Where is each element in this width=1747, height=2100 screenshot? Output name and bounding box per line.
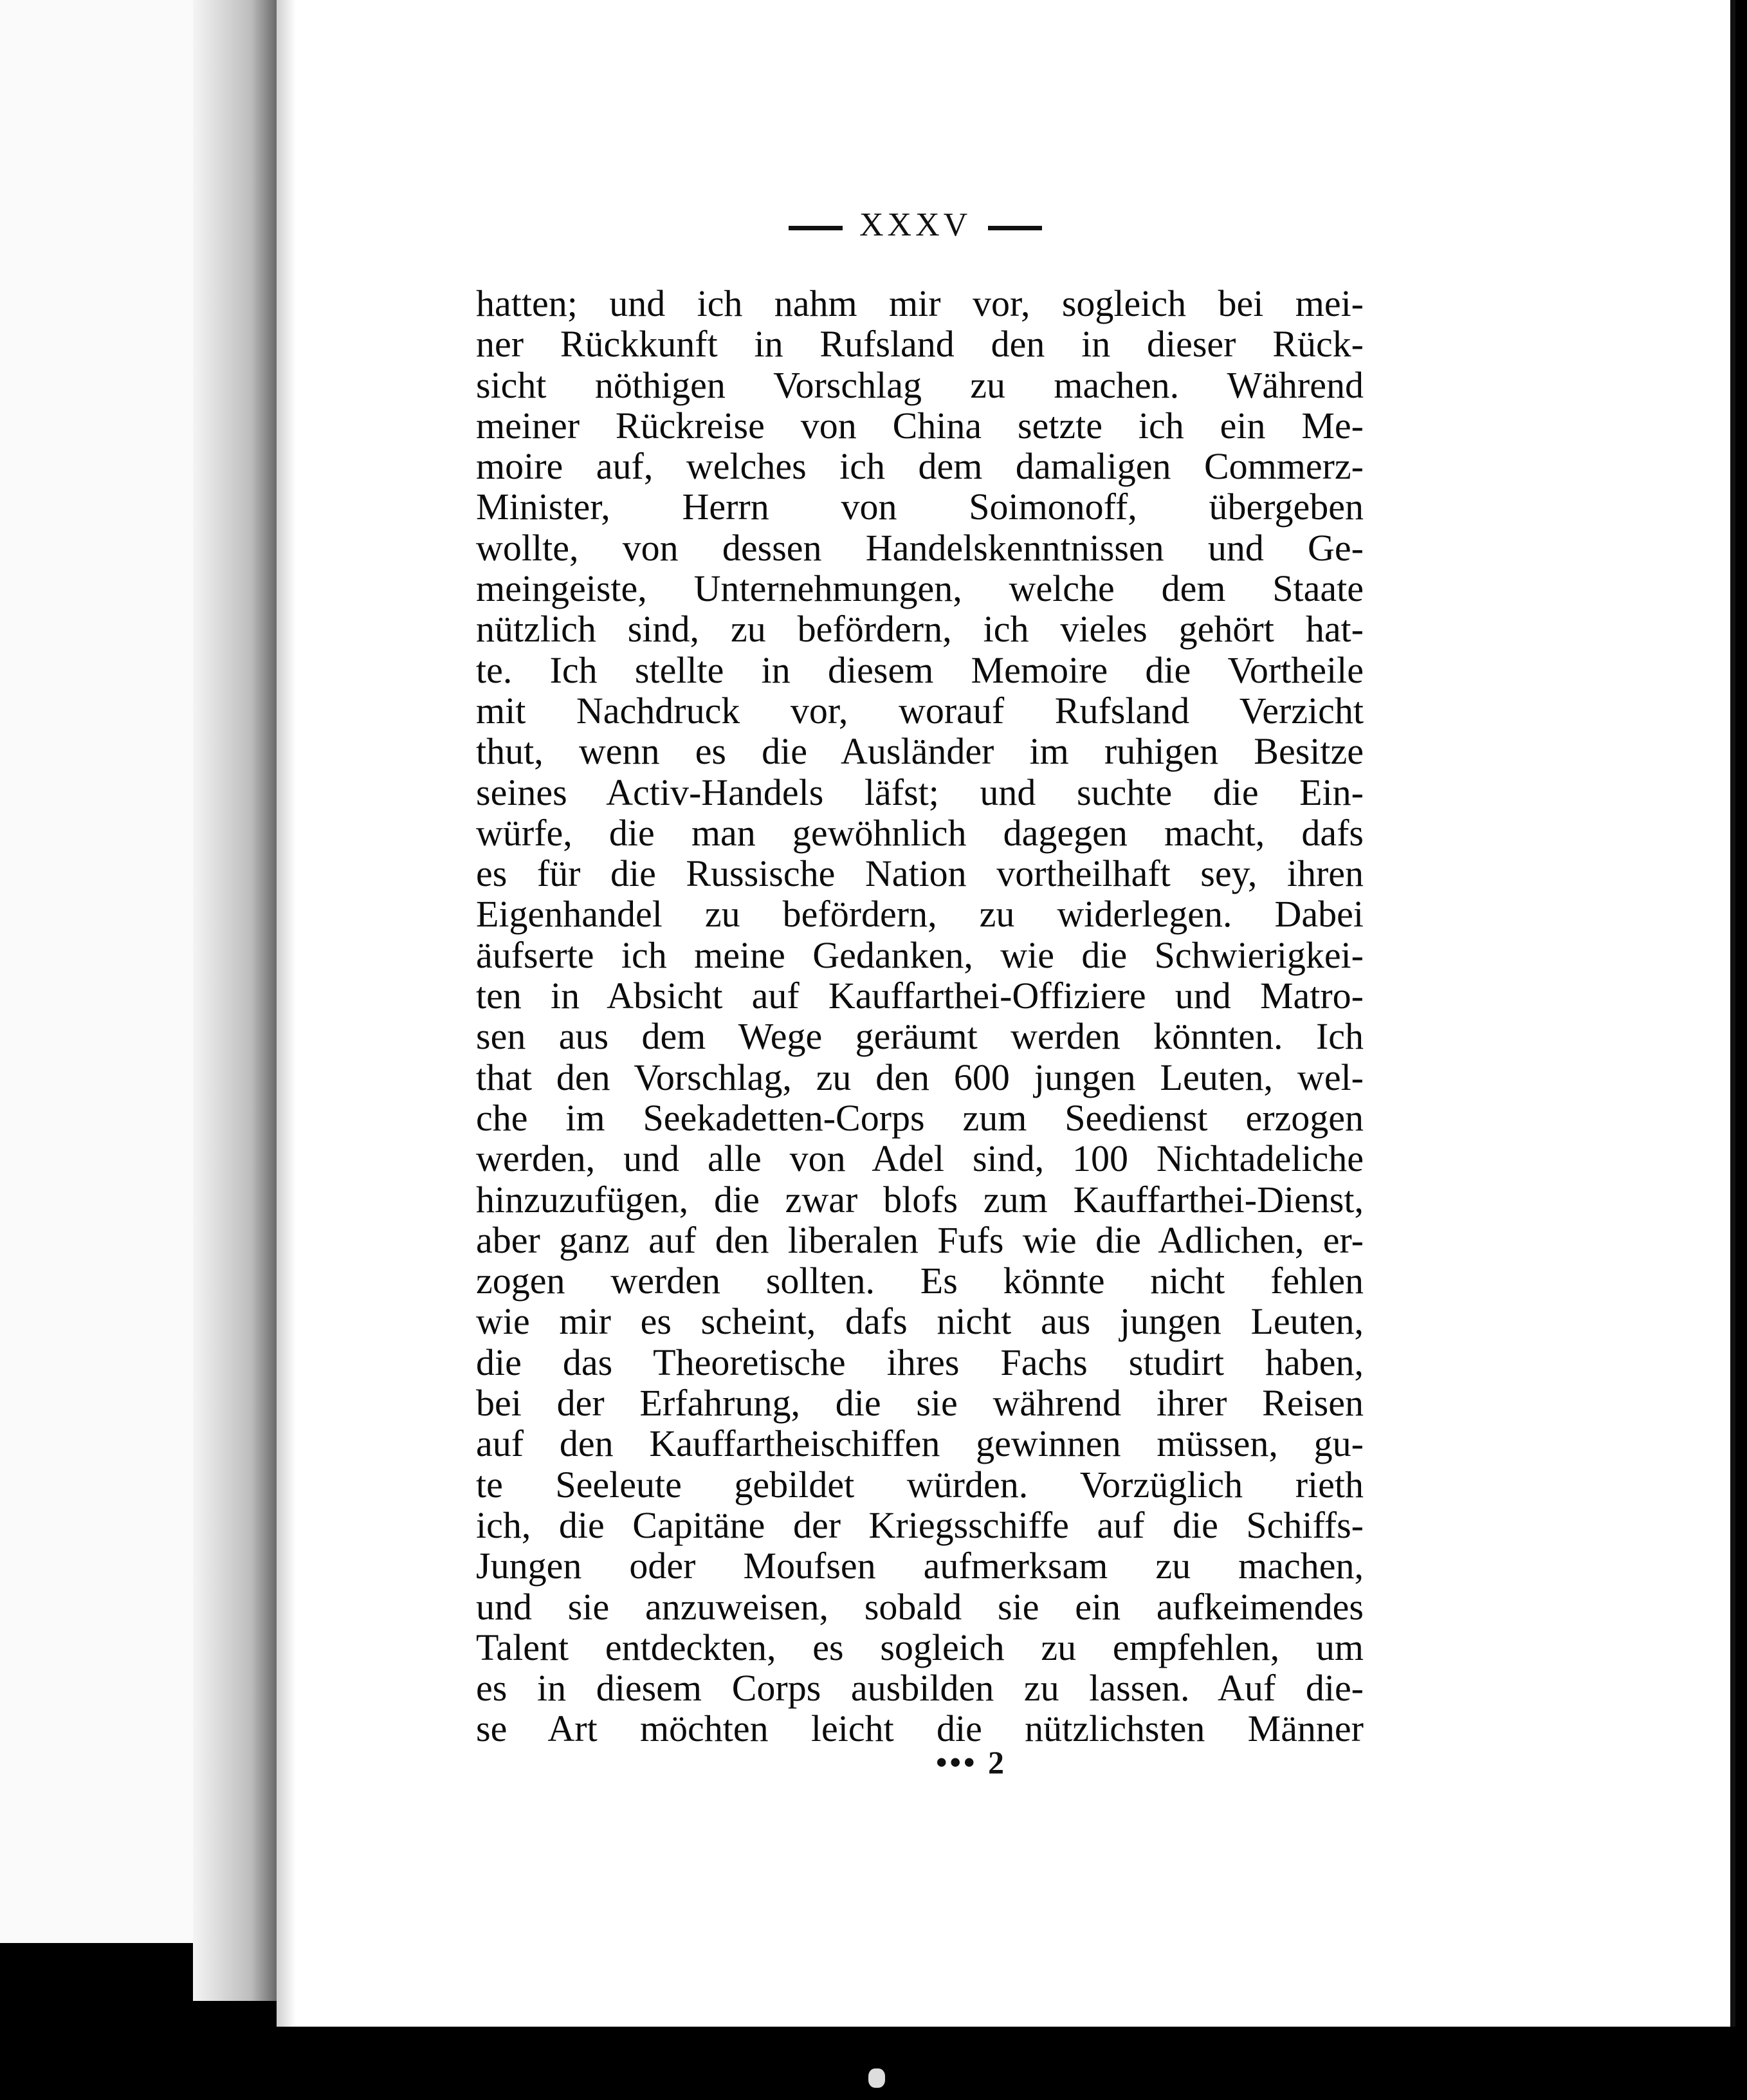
text-line: that den Vorschlag, zu den 600 jungen Leuten, wel-	[476, 1056, 1364, 1098]
text-line: aber ganz auf den liberalen Fufs wie die Adlichen, er-	[476, 1219, 1364, 1261]
text-line: sicht nöthigen Vorschlag zu machen. Während	[476, 364, 1364, 406]
text-line: es für die Russische Nation vortheilhaft sey, ihren	[476, 852, 1364, 895]
text-line: meiner Rückreise von China setzte ich ein Me-	[476, 404, 1364, 447]
page-header	[772, 206, 1059, 244]
text-line: wollte, von dessen Handelskenntnissen und Ge-	[476, 526, 1364, 569]
text-line: Jungen oder Moufsen aufmerksam zu machen,	[476, 1545, 1364, 1587]
text-line: nützlich sind, zu befördern, ich vieles gehört hat-	[476, 608, 1364, 650]
text-line: werden, und alle von Adel sind, 100 Nichtadeliche	[476, 1138, 1364, 1180]
text-line: die das Theoretische ihres Fachs studirt haben,	[476, 1341, 1364, 1383]
text-line: moire auf, welches ich dem damaligen Commerz-	[476, 445, 1364, 488]
text-line: se Art möchten leicht die nützlichsten Männer	[476, 1708, 1364, 1750]
scan-artifact	[868, 2068, 885, 2088]
printer-signature-mark: ••• 2	[936, 1744, 1007, 1780]
text-line: und sie anzuweisen, sobald sie ein aufkeimendes	[476, 1585, 1364, 1628]
text-line: te Seeleute gebildet würden. Vorzüglich rieth	[476, 1463, 1364, 1506]
text-line: thut, wenn es die Ausländer im ruhigen Besitze	[476, 730, 1364, 773]
text-line: äufserte ich meine Gedanken, wie die Schwierigkei-	[476, 934, 1364, 976]
text-line: Talent entdeckten, es sogleich zu empfehlen, um	[476, 1626, 1364, 1668]
text-line: Eigenhandel zu befördern, zu widerlegen. Dabei	[476, 893, 1364, 935]
header-dash-left	[789, 226, 843, 230]
text-line: te. Ich stellte in diesem Memoire die Vortheile	[476, 649, 1364, 691]
text-line: bei der Erfahrung, die sie während ihrer Reisen	[476, 1382, 1364, 1424]
text-line: che im Seekadetten-Corps zum Seedienst erzogen	[476, 1096, 1364, 1139]
text-line: auf den Kauffartheischiffen gewinnen müssen, gu-	[476, 1423, 1364, 1465]
text-line: würfe, die man gewöhnlich dagegen macht, dafs	[476, 811, 1364, 854]
body-text	[476, 283, 1364, 1749]
text-line: ich, die Capitäne der Kriegsschiffe auf die Schiffs-	[476, 1504, 1364, 1546]
text-line: mit Nachdruck vor, worauf Rufsland Verzicht	[476, 689, 1364, 732]
text-line: sen aus dem Wege geräumt werden könnten. Ich	[476, 1015, 1364, 1058]
text-line: hatten; und ich nahm mir vor, sogleich bei mei-	[476, 282, 1364, 324]
text-line: es in diesem Corps ausbilden zu lassen. Auf die-	[476, 1667, 1364, 1709]
text-line: meingeiste, Unternehmungen, welche dem Staate	[476, 567, 1364, 610]
text-line: hinzuzufügen, die zwar blofs zum Kauffarthei-Dienst,	[476, 1178, 1364, 1220]
text-line: wie mir es scheint, dafs nicht aus jungen Leuten,	[476, 1300, 1364, 1343]
text-line: Minister, Herrn von Soimonoff, übergeben	[476, 486, 1364, 528]
page-number-roman: XXXV	[859, 207, 972, 243]
text-line: seines Activ-Handels läfst; und suchte die Ein-	[476, 771, 1364, 813]
page-inner-edge	[277, 0, 296, 2027]
text-line: ten in Absicht auf Kauffarthei-Offiziere und Matro-	[476, 975, 1364, 1017]
text-line: zogen werden sollten. Es könnte nicht fehlen	[476, 1260, 1364, 1302]
text-line: ner Rückkunft in Rufsland den in dieser Rück-	[476, 323, 1364, 365]
header-dash-right	[988, 226, 1042, 230]
